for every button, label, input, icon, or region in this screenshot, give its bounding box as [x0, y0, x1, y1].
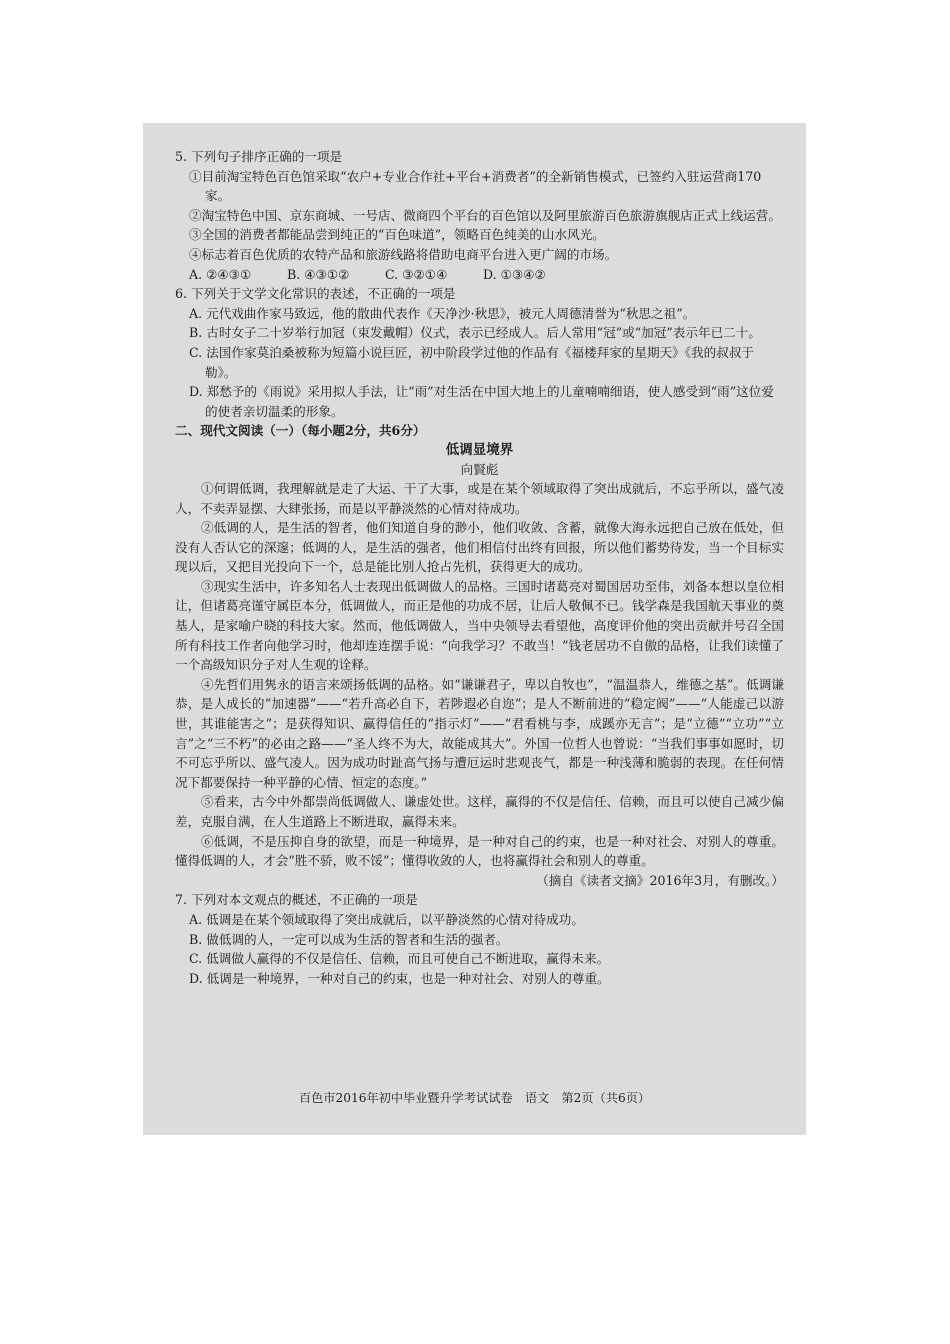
q5-options — [175, 265, 784, 285]
q5-sentence-1: ①目前淘宝特色百色馆采取“农户+专业合作社+平台+消费者”的全新销售模式，已签约入驻运营商170家。 — [189, 168, 762, 204]
article-paragraph-1: ①何谓低调，我理解就是走了大运、干了大事，或是在某个领域取得了突出成就后，不忘乎所以，盛气凌人，不卖弄显摆、大肆张扬，而是以平静淡然的心情对待成功。 — [175, 480, 784, 516]
q7-option-a: A. 低调是在某个领域取得了突出成就后，以平静淡然的心情对待成功。 — [189, 911, 584, 927]
q5-sentence-4: ④标志着百色优质的农特产品和旅游线路将借助电商平台进入更广阔的市场。 — [189, 246, 618, 262]
article-paragraph-3: ③现实生活中，许多知名人士表现出低调做人的品格。三国时诸葛亮对蜀国居功至伟，刘备本想以皇位相让，但诸葛亮谨守属臣本分，低调做人，而正是他的功成不居，让后人敬佩不已。钱学森是我国航天事业的奠基人，是家喻户晓的科技大家。然而，他低调做人，当中央领导去看望他，高度评价他的突出贡献并号召全国所有科技工作者向他学习时，他却连连摆手说：“向我学习？不敢当！”钱老居功不自傲的品格，让我们读懂了一个高级知识分子对人生观的诠释。 — [175, 578, 784, 673]
q6-stem: 6. 下列关于文学文化常识的表述，不正确的一项是 — [175, 286, 456, 302]
page-footer: 百色市2016年初中毕业暨升学考试试卷 语文 第2页（共6页） — [298, 1091, 651, 1106]
article-paragraph-5: ⑤看来，古今中外都崇尚低调做人、谦虚处世。这样，赢得的不仅是信任、信赖，而且可以使自己减少偏差，克服自满，在人生道路上不断进取，赢得未来。 — [175, 794, 784, 829]
q5-option-b: B. ④③①② — [287, 266, 350, 282]
q7-option-d: D. 低调是一种境界，一种对自己的约束，也是一种对社会、对别人的尊重。 — [189, 970, 610, 986]
article-source: （摘自《读者文摘》2016年3月，有删改。） — [536, 872, 784, 888]
article-title: 低调显境界 — [445, 441, 514, 458]
q5-sentence-2: ②淘宝特色中国、京东商城、一号店、微商四个平台的百色馆以及阿里旅游百色旅游旗舰店正式上线运营。 — [189, 207, 781, 223]
exam-page — [143, 123, 806, 1135]
q5-option-c: C. ③②①④ — [385, 266, 448, 282]
article-author: 向賢彪 — [460, 461, 499, 477]
section-heading: 二、现代文阅读（一）（每小题2分，共6分） — [175, 423, 426, 439]
q7-stem: 7. 下列对本文观点的概述，不正确的一项是 — [175, 892, 418, 908]
article-paragraph-2: ②低调的人，是生活的智者，他们知道自身的渺小，他们收敛、含蓄，就像大海永远把自己放在低处，但没有人否认它的深邃；低调的人，是生活的强者，他们相信付出终有回报，所以他们蓄势待发，当一个目标实现以后，又把目光投向下一个，总是能比别人抢占先机，获得更大的成功。 — [175, 520, 784, 575]
q6-option-a: A. 元代戏曲作家马致远，他的散曲代表作《天净沙·秋思》，被元人周德清誉为“秋思之祖”。 — [189, 305, 696, 321]
q5-stem: 5. 下列句子排序正确的一项是 — [175, 149, 343, 164]
q6-option-b: B. 古时女子二十岁举行加冠（束发戴帽）仪式，表示已经成人。后人常用“冠”或“加冠”表示年已二十。 — [189, 325, 761, 341]
q5-option-d: D. ①③④② — [483, 266, 546, 282]
q6-option-d: D. 郑愁予的《雨说》采用拟人手法，让“雨”对生活在中国大地上的儿童喃喃细语，使人感受到“雨”这位爱的使者亲切温柔的形象。 — [189, 384, 774, 419]
q6-option-c: C. 法国作家莫泊桑被称为短篇小说巨匠，初中阶段学过他的作品有《福楼拜家的星期天》《我的叔叔于勒》。 — [189, 344, 755, 380]
q7-option-b: B. 做低调的人，一定可以成为生活的智者和生活的强者。 — [189, 931, 509, 947]
q5-option-a: A. ②④③① — [189, 266, 252, 282]
article-paragraph-4: ④先哲们用隽永的语言来颂扬低调的品格。如“谦谦君子，卑以自牧也”，“温温恭人，维德之基”。低调谦恭，是人成长的“加速器”——“若升高必自下，若陟遐必自迩”；是人不断前进的“稳定阀”——“人能虚己以游世，其谁能害之”；是获得知识、赢得信任的“指示灯”——“君看桃与李，成蹊亦无言”；是“立德”“立功”“立言”之“三不朽”的必由之路——“圣人终不为大，故能成其大”。外国一位哲人也曾说：“当我们事事如愿时，切不可忘乎所以、盛气凌人。因为成功时趾高气扬与遭厄运时悲观丧气，都是一种浅薄和脆弱的表现。在任何情况下都要保持一种平静的心情、恒定的态度。” — [175, 676, 784, 790]
q7-option-c: C. 低调做人赢得的不仅是信任、信赖，而且可使自己不断进取，赢得未来。 — [189, 951, 610, 967]
q5-sentence-3: ③全国的消费者都能品尝到纯正的“百色味道”，领略百色纯美的山水风光。 — [189, 227, 605, 243]
article-paragraph-6: ⑥低调，不是压抑自身的欲望，而是一种境界，是一种对自己的约束，也是一种对社会、对别人的尊重。懂得低调的人，才会“胜不骄，败不馁”；懂得收敛的人，也将赢得社会和别人的尊重。 — [175, 833, 784, 869]
